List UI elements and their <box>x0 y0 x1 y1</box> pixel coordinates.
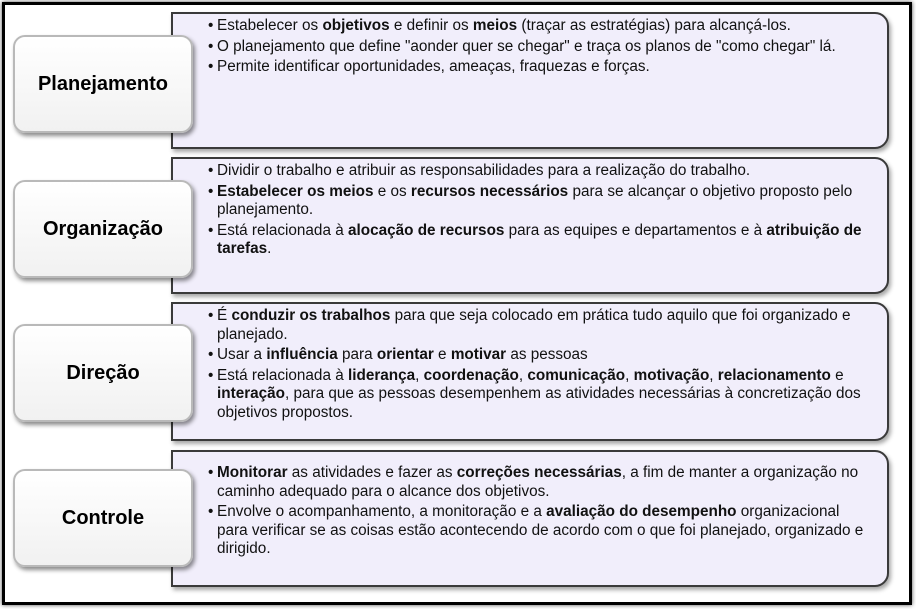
bullet-text: para <box>337 346 377 364</box>
bullet-item <box>217 307 869 344</box>
bullet-text: , <box>518 366 528 384</box>
bullet-bold-text: Monitorar <box>217 464 288 481</box>
bullet-bold-text: orientar <box>376 346 434 364</box>
bullet-text: as atividades e fazer as <box>287 464 457 481</box>
bullet-bold-text: influência <box>266 346 338 364</box>
bullet-item <box>217 58 869 77</box>
bullet-list <box>217 307 869 423</box>
bullet-text: para as equipes e departamentos e à <box>504 221 767 239</box>
bullet-list <box>217 464 869 559</box>
bullet-bold-text: objetivos <box>322 17 390 34</box>
bullet-bold-text: avaliação do desempenho <box>546 503 737 521</box>
bullet-text: . <box>267 240 272 258</box>
bullet-text: , <box>709 366 718 384</box>
bullet-bold-text: motivação <box>633 366 710 384</box>
bullet-text: as pessoas <box>506 346 588 364</box>
bullet-item <box>217 162 869 181</box>
bullet-bold-text: alocação de recursos <box>347 221 505 239</box>
bullet-text: Dividir o trabalho e atribuir as responsabilidades para a realização do trabalho. <box>217 162 751 179</box>
bullet-item <box>217 503 869 559</box>
bullet-bold-text: correções necessárias <box>456 464 622 481</box>
bullet-text: organizacional para verificar se as coisas estão acontecendo de acordo com o que foi planejado, organizado e dirigido. <box>217 503 864 558</box>
bullet-item <box>217 346 869 365</box>
bullet-text: Está relacionada à <box>217 221 348 239</box>
bullet-bold-text: Estabelecer os meios <box>217 182 374 200</box>
bullet-text: e <box>830 366 844 384</box>
content-box-organizacao <box>171 157 889 294</box>
bullet-text: , para que as pessoas desempenhem as atividades necessárias à concretização dos objetivos propostos. <box>217 385 861 421</box>
bullet-text: , <box>415 366 424 384</box>
label-box-direcao <box>13 324 193 422</box>
label-text: Planejamento <box>37 72 169 95</box>
bullet-text: e os <box>373 182 411 200</box>
bullet-text: É <box>217 307 232 324</box>
label-box-controle <box>13 469 193 567</box>
bullet-bold-text: motivar <box>450 346 507 364</box>
bullet-text: Envolve o acompanhamento, a monitoração e a <box>217 503 547 521</box>
bullet-bold-text: coordenação <box>423 366 519 384</box>
bullet-bold-text: atribuição de tarefas <box>217 221 862 258</box>
bullet-list <box>217 17 869 77</box>
bullet-bold-text: interação <box>217 385 286 403</box>
content-box-direcao <box>171 302 889 441</box>
content-box-planejamento <box>171 12 889 149</box>
label-box-planejamento <box>13 35 193 133</box>
label-text: Organização <box>42 217 164 240</box>
bullet-text: O planejamento que define "aonder quer se chegar" e traça os planos de "como chegar" lá. <box>217 37 836 55</box>
bullet-text: (traçar as estratégias) para alcançá-los. <box>517 17 791 34</box>
label-text: Direção <box>66 361 140 384</box>
label-box-organizacao <box>13 180 193 278</box>
bullet-text: , a fim de manter a organização no caminho adequado para o alcance dos objetivos. <box>217 464 859 500</box>
bullet-text: e <box>433 346 451 364</box>
bullet-item <box>217 222 869 259</box>
bullet-bold-text: relacionamento <box>717 366 831 384</box>
bullet-bold-text: comunicação <box>527 366 626 384</box>
bullet-text: Estabelecer os <box>217 17 323 34</box>
bullet-text: para que seja colocado em prática tudo aquilo que foi organizado e planejado. <box>217 307 851 343</box>
bullet-text: Está relacionada à <box>217 366 348 384</box>
bullet-bold-text: meios <box>472 17 518 34</box>
content-box-controle <box>171 450 889 587</box>
bullet-item <box>217 17 869 36</box>
bullet-text: para se alcançar o objetivo proposto pelo planejamento. <box>217 182 853 219</box>
bullet-item <box>217 464 869 501</box>
bullet-text: Permite identificar oportunidades, ameaças, fraquezas e forças. <box>217 58 650 76</box>
bullet-bold-text: conduzir os trabalhos <box>231 307 391 324</box>
bullet-item <box>217 38 869 57</box>
bullet-text: e definir os <box>389 17 473 34</box>
bullet-bold-text: liderança <box>347 366 416 384</box>
bullet-item <box>217 183 869 220</box>
bullet-text: Usar a <box>217 346 267 364</box>
bullet-item <box>217 367 869 423</box>
bullet-text: , <box>625 366 634 384</box>
bullet-bold-text: recursos necessários <box>410 182 569 200</box>
bullet-list <box>217 162 869 259</box>
label-text: Controle <box>61 506 145 529</box>
